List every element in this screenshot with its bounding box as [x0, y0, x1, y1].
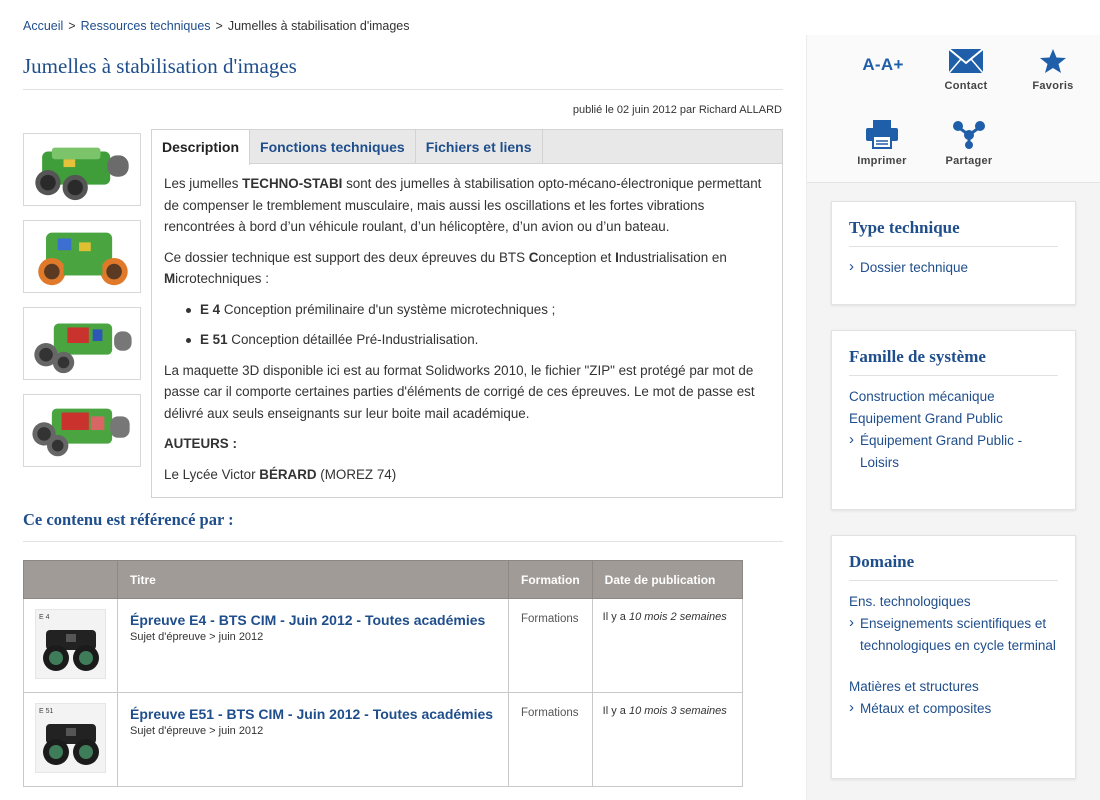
breadcrumb [23, 19, 410, 33]
envelope-icon [948, 48, 984, 74]
domaine-title: Domaine [849, 552, 1058, 581]
breadcrumb-current: Jumelles à stabilisation d'images [227, 19, 410, 33]
description-paragraph-3: La maquette 3D disponible ici est au format Solidworks 2010, le fichier "ZIP" est protégé par mot de passe car il comporte certaines parties d'éléments de corrigé de ces épreuves. Le mot de passe est délivré aux seuls enseignants sur leur boite mail académique. [164, 362, 755, 421]
content-panel [151, 129, 783, 498]
tab-fichiers-et-liens[interactable]: Fichiers et liens [416, 130, 543, 164]
star-icon [1039, 48, 1067, 74]
column-header-formation: Formation [509, 561, 593, 599]
page-title: Jumelles à stabilisation d'images [23, 54, 783, 90]
equipement-loisirs-link[interactable]: › Équipement Grand Public - Loisirs [849, 430, 1058, 473]
enseignements-scientifiques-link[interactable]: › Enseignements scientifiques et technologiques en cycle terminal [849, 613, 1058, 656]
breadcrumb-home-link[interactable]: Accueil [23, 19, 64, 33]
font-size-button[interactable]: A-A+ [862, 55, 904, 74]
contact-button[interactable] [926, 48, 1006, 92]
row-subtitle: Sujet d'épreuve > juin 2012 [130, 631, 264, 643]
row-thumbnail[interactable] [35, 609, 106, 679]
row-thumbnail-label: E 51 [39, 708, 54, 715]
authors-label: AUTEURS : [164, 436, 237, 451]
thumbnail-1[interactable] [23, 133, 141, 206]
right-sidebar [806, 35, 1100, 800]
favoris-label: Favoris [1032, 80, 1074, 92]
printer-icon [865, 119, 899, 149]
table-row [24, 693, 743, 787]
partager-label: Partager [945, 155, 993, 167]
equipement-grand-public-link[interactable]: Equipement Grand Public [849, 411, 1003, 426]
famille-systeme-box [831, 330, 1076, 510]
thumbnail-4[interactable] [23, 394, 141, 467]
row-thumbnail-label: E 4 [39, 614, 50, 621]
referenced-table [23, 560, 743, 787]
tools-bar [807, 35, 1100, 183]
list-item: E 4 Conception prémilinaire d'un système microtechniques ; [186, 299, 770, 321]
row-subtitle: Sujet d'épreuve > juin 2012 [130, 725, 264, 737]
type-technique-box [831, 201, 1076, 305]
description-paragraph-1: Les jumelles TECHNO-STABI sont des jumelles à stabilisation opto-mécano-électronique permettant de compenser le tremblement musculaire, mais aussi les oscillations et les fortes vibrations rencontrées à bord d’un véhicule roulant, d’un hélicoptère, d’un avion ou d’un bateau. [164, 176, 762, 234]
column-header-image [24, 561, 118, 599]
published-info: publié le 02 juin 2012 par Richard ALLARD [572, 104, 782, 116]
share-button[interactable] [929, 119, 1009, 167]
ens-technologiques-link[interactable]: Ens. technologiques [849, 594, 971, 609]
row-thumbnail[interactable] [35, 703, 106, 773]
construction-mecanique-link[interactable]: Construction mécanique [849, 389, 995, 404]
row-date: Il y a 10 mois 3 semaines [592, 693, 742, 787]
exam-list [186, 299, 770, 351]
column-header-date: Date de publication [592, 561, 742, 599]
matieres-structures-link[interactable]: Matières et structures [849, 679, 979, 694]
print-button[interactable] [842, 119, 922, 167]
tab-fonctions-techniques[interactable]: Fonctions techniques [250, 130, 416, 164]
row-title-link[interactable]: Épreuve E4 - BTS CIM - Juin 2012 - Toutes académies [130, 612, 486, 628]
domaine-box [831, 535, 1076, 779]
share-icon [952, 119, 986, 149]
thumbnail-3[interactable] [23, 307, 141, 380]
tab-bar [152, 130, 782, 164]
thumbnail-gallery [23, 133, 141, 481]
type-technique-title: Type technique [849, 218, 1058, 247]
list-item: E 51 Conception détaillée Pré-Industrialisation. [186, 329, 770, 351]
famille-systeme-title: Famille de système [849, 347, 1058, 376]
description-paragraph-2: Ce dossier technique est support des deux épreuves du BTS Conception et Industrialisation en Microtechniques : [164, 249, 727, 286]
description-body [152, 164, 782, 485]
column-header-title: Titre [118, 561, 509, 599]
referenced-heading: Ce contenu est référencé par : [23, 510, 783, 542]
metaux-composites-link[interactable]: › Métaux et composites [849, 698, 1058, 720]
dossier-technique-link[interactable]: › Dossier technique [849, 257, 1058, 279]
imprimer-label: Imprimer [857, 155, 907, 167]
thumbnail-2[interactable] [23, 220, 141, 293]
row-formation: Formations [509, 599, 593, 693]
row-date: Il y a 10 mois 2 semaines [592, 599, 742, 693]
favoris-button[interactable] [1013, 48, 1093, 92]
breadcrumb-resources-link[interactable]: Ressources techniques [80, 19, 211, 33]
row-formation: Formations [509, 693, 593, 787]
row-title-link[interactable]: Épreuve E51 - BTS CIM - Juin 2012 - Toutes académies [130, 706, 494, 722]
tab-description[interactable]: Description [152, 130, 250, 165]
breadcrumb-separator: > [68, 19, 76, 33]
table-row [24, 599, 743, 693]
breadcrumb-separator: > [215, 19, 223, 33]
contact-label: Contact [944, 80, 988, 92]
authors-text: Le Lycée Victor BÉRARD (MOREZ 74) [164, 466, 397, 482]
